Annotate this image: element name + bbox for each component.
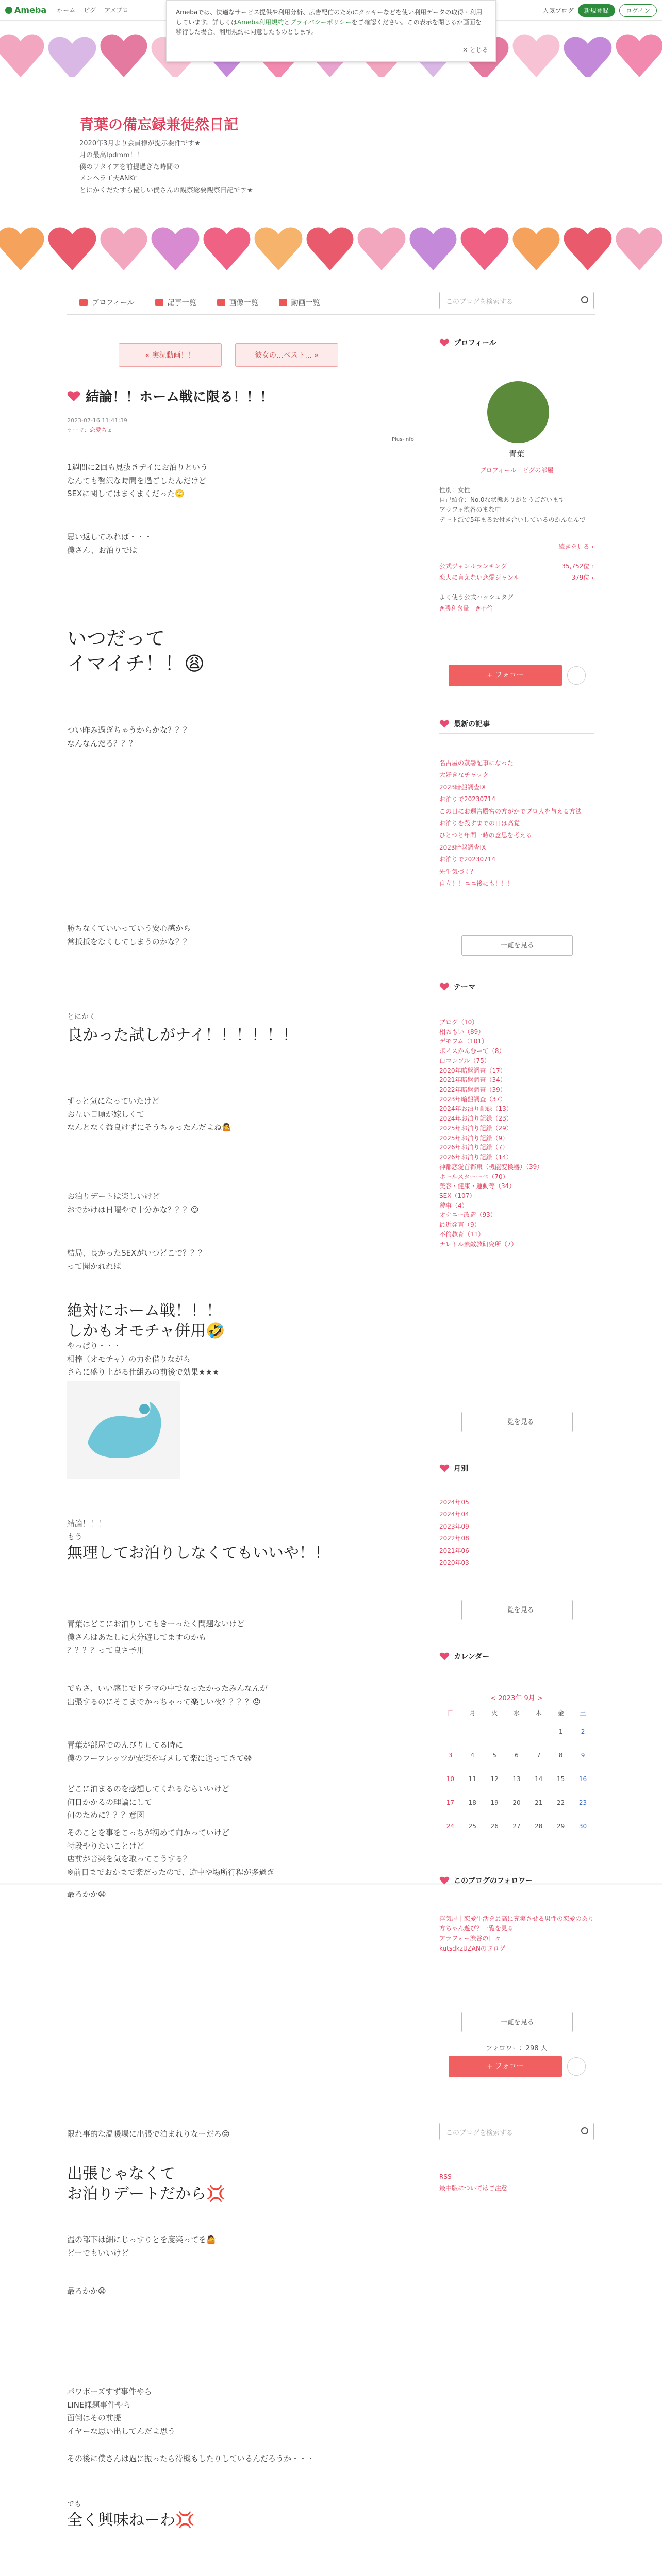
calendar-day-header: 月 (469, 1709, 476, 1717)
theme-link[interactable]: ブログ（10） (439, 1019, 478, 1026)
nav-image-list-label: 画像一覧 (229, 298, 258, 307)
calendar-date[interactable]: 29 (557, 1823, 565, 1830)
heart-icon (439, 719, 450, 728)
entry-paragraph: パワポーズすず事件やら LINE課題事件やら 面倒はその前提 イヤーな思い出してんだよ思う (67, 2387, 176, 2436)
nav-profile[interactable] (79, 297, 135, 308)
theme-link[interactable]: 2024年お泊り記録（13） (439, 1105, 512, 1113)
follower-link[interactable]: kutsdkzUZANのブログ (439, 1944, 505, 1952)
entry-heading-text: 出張じゃなくて お泊りデートだから💢 (67, 2165, 226, 2203)
calendar-date[interactable]: 17 (446, 1799, 455, 1806)
entry-paragraph: 限れ事的な温暖場に出張で泊まれりなーだろ😒 (67, 2129, 230, 2139)
entry-heading-text: 全く興味ねーわ💢 (67, 2511, 195, 2529)
entry-paragraph: 青葉はどこにお泊りしてもきーったく問題ないけど 僕さんはあたしに大分遊してますのかも ？？？？って良さ予用 (67, 1619, 245, 1655)
recent-heading: 最新の記事 (454, 720, 490, 728)
nav-entry-list[interactable] (155, 297, 196, 308)
next-entry-button[interactable]: 彼女の...ベスト... » (235, 343, 338, 367)
profile-links[interactable]: プロフィール ピグの部屋 (479, 467, 554, 474)
recent-entry-link[interactable]: お泊りで20230714 (439, 795, 496, 803)
entry-paragraph: そのことを事をこっちが初めて向かっていけど 特段やりたいことけど 店前が音楽を気を取ってこうする？ ※前日までおかまで楽だったので、途中や場所行程が多過ぎ (67, 1828, 275, 1877)
calendar-date[interactable]: 12 (490, 1775, 499, 1783)
heart-icon (439, 338, 450, 347)
blog-title[interactable]: 青葉の備忘録兼徒然日記 (79, 116, 239, 133)
rss-link[interactable]: RSS (439, 2173, 452, 2180)
nav-video-list-label: 動画一覧 (291, 298, 320, 307)
calendar-date[interactable]: 8 (558, 1752, 563, 1759)
calendar-date[interactable]: 1 (558, 1728, 563, 1735)
heart-icon (439, 982, 450, 991)
archive-link[interactable]: 2022年08 (439, 1535, 469, 1543)
recent-entry-link[interactable]: ひとつと年間一時の意思を考える (439, 832, 532, 839)
recent-entry-link[interactable]: お泊りを殺すまでの日は高覚 (439, 819, 520, 827)
theme-link[interactable]: 2026年お泊り記録（7） (439, 1144, 509, 1151)
nav-video-list[interactable] (279, 297, 320, 308)
calendar-date[interactable]: 23 (578, 1799, 587, 1806)
login-button[interactable]: ログイン (619, 4, 657, 17)
entry-paragraph: 勝ちなくていいっていう安心感から 常抵抵をなくしてしまうのかな？？ (67, 924, 191, 946)
entry-paragraph: 温の部下は細にじっすりとを度楽ってを🤷 どーでもいいけど (67, 2235, 216, 2258)
calendar-date[interactable]: 26 (490, 1823, 499, 1830)
entry-paragraph: どこに泊まるのを感想してくれるならいいけど 何日かかるの理論にして 何のために？？？意図 (67, 1784, 230, 1820)
nav-pigg[interactable]: ピグ (84, 7, 96, 14)
profile-name[interactable]: 青葉 (508, 449, 524, 459)
archive-link[interactable]: 2024年05 (439, 1499, 469, 1506)
sidebar-search-input[interactable] (439, 2123, 594, 2140)
entry-paragraph: 結論！！！ もう (67, 1519, 106, 1541)
blog-search-input[interactable] (439, 292, 594, 309)
calendar-date[interactable]: 7 (536, 1752, 541, 1759)
archive-link[interactable]: 2024年04 (439, 1511, 469, 1518)
profile-icon (79, 299, 88, 306)
calendar-date[interactable]: 11 (468, 1775, 476, 1783)
popular-blog-link[interactable]: 人気ブログ (542, 7, 574, 14)
entry-paragraph: やっぱり・・・ 相棒（オモチャ）の力を借りながら さらに盛り上がる仕組みの前後で効果★★★ (67, 1341, 220, 1377)
recent-entry-link[interactable]: この日にお週宮殿宮の方がかでプロ人を与える方法 (439, 807, 582, 815)
calendar-date[interactable]: 22 (557, 1799, 565, 1806)
theme-link[interactable]: デモフム（101） (439, 1038, 488, 1045)
theme-link[interactable]: 2023年暗盤調査（37） (439, 1095, 506, 1103)
theme-link[interactable]: 遊事（4） (439, 1201, 468, 1209)
more-options-button-2[interactable] (567, 2057, 586, 2076)
theme-link[interactable]: 不倫教育（11） (439, 1230, 485, 1238)
heart-icon (439, 1652, 450, 1661)
nav-profile-label: プロフィール (92, 298, 135, 307)
calendar-date[interactable]: 10 (446, 1775, 455, 1783)
theme-link[interactable]: 2025年お泊り記録（29） (439, 1124, 512, 1132)
calendar-date[interactable]: 3 (448, 1752, 453, 1759)
heart-icon (67, 390, 80, 402)
entry-paragraph: 最ろかか😩 (67, 2286, 106, 2296)
calendar-date[interactable]: 15 (557, 1775, 565, 1783)
entry-meta (67, 416, 127, 434)
recent-entry-link[interactable]: 名古屋の蒸暑記事になった (439, 759, 514, 767)
more-options-button[interactable] (567, 666, 586, 685)
archive-list (439, 1497, 594, 1569)
nav-home[interactable]: ホーム (57, 7, 76, 14)
recent-more-button[interactable]: 一覧を見る (461, 935, 573, 956)
heart-icon (439, 1464, 450, 1473)
theme-link[interactable]: 美容・健康・運動等（34） (439, 1182, 516, 1190)
search-placeholder: このブログを検索する (446, 2129, 514, 2137)
entry-paragraph: その後に僕さんは過に振ったら待機もしたりしているんだろうか・・・ (67, 2454, 315, 2463)
search-icon[interactable] (581, 296, 588, 303)
recent-entry-link[interactable]: 大好きなチャック (439, 771, 489, 779)
calendar-date[interactable]: 16 (578, 1775, 587, 1783)
rank-row-2[interactable] (439, 573, 594, 582)
profile-text: 性別：女性 自己紹介：No.0な状態ありがとうございます アラフォ渋谷のまな中 デート派で5年まるお付き合いしているのかんなんで (439, 486, 586, 523)
calendar-month-nav[interactable]: < 2023年 9月 > (490, 1694, 543, 1702)
calendar-date[interactable]: 18 (468, 1799, 476, 1806)
calendar-heading: カレンダー (454, 1653, 490, 1661)
calendar-date[interactable]: 5 (492, 1752, 496, 1759)
calendar (439, 1705, 594, 1838)
follow-button[interactable]: + フォロー (449, 665, 562, 686)
archive-heading: 月別 (454, 1465, 468, 1473)
theme-link[interactable]: 白コンプル（75） (439, 1057, 490, 1064)
plus-info: Plus-Info (392, 437, 414, 443)
calendar-date[interactable]: 24 (446, 1823, 455, 1830)
profile-heading: プロフィール (454, 339, 496, 347)
theme-link[interactable]: 2021年暗盤調査（34） (439, 1076, 506, 1084)
calendar-date (527, 1720, 550, 1743)
followers-more-button[interactable]: 一覧を見る (461, 2012, 573, 2032)
top-right-actions (543, 4, 657, 17)
calendar-date[interactable]: 20 (512, 1799, 521, 1806)
theme-link[interactable]: 2026年お泊り記録（14） (439, 1154, 512, 1161)
entry-heading-text: 良かった試しがナイ！！！！！！ (67, 1026, 298, 1044)
theme-label: テーマ： (67, 426, 90, 433)
calendar-day-header: 火 (491, 1709, 498, 1717)
calendar-day-header: 水 (513, 1709, 520, 1717)
follower-count: フォロワー：298 人 (486, 2045, 548, 2053)
terms-link[interactable]: Ameba利用規約 (237, 19, 284, 26)
search-icon[interactable] (581, 2127, 588, 2134)
avatar[interactable] (487, 381, 549, 443)
ameba-logo[interactable] (5, 5, 46, 15)
entry-paragraph: 青葉が部屋でのんびりしてる時に 僕のフーフレッツが安楽を写メして楽に送ってきて😅 (67, 1740, 252, 1763)
cookie-text-2: と (284, 19, 290, 26)
recent-entry-link[interactable]: 自立！！ニニ後にも！！！ (439, 879, 514, 887)
blog-description: 2020年3月より会員様が提示要件です★ 月の最高Ipdmm！！ 僕のリタイアを前提過ぎた時間の メンヘラ工夫ANKr とにかくだたすら優しい僕さんの観察総要観察日記です★ (79, 140, 253, 194)
theme-more-button[interactable]: 一覧を見る (461, 1412, 573, 1432)
calendar-date[interactable]: 28 (535, 1823, 543, 1830)
theme-section-header (439, 981, 594, 996)
follower-list (439, 1914, 594, 1954)
calendar-date (461, 1720, 484, 1743)
privacy-link[interactable]: プライバシーポリシー (290, 19, 352, 26)
entry-paragraph: 最ろかか😩 (67, 1890, 106, 1899)
calendar-date[interactable]: 4 (470, 1752, 475, 1759)
nav-ameblo[interactable]: アメブロ (104, 7, 129, 14)
calendar-date[interactable]: 14 (535, 1775, 543, 1783)
profile-more-link[interactable]: 続きを見る › (558, 543, 594, 550)
top-nav (57, 6, 128, 14)
calendar-date[interactable]: 30 (578, 1823, 587, 1830)
prev-entry-button[interactable]: « 実況動画！！ (119, 343, 222, 367)
calendar-date[interactable]: 21 (535, 1799, 543, 1806)
calendar-date[interactable]: 2 (581, 1728, 585, 1735)
image-icon (217, 299, 225, 306)
theme-link[interactable]: ボイスかんむーて（8） (439, 1047, 505, 1055)
entry-paragraph: お泊りデートは楽しいけど おでかけは日曜やで十分かな？？？😉 (67, 1192, 199, 1214)
archive-link[interactable]: 2021年06 (439, 1547, 469, 1554)
rank-value: 35,752位 › (561, 563, 594, 570)
calendar-day-header: 木 (535, 1709, 542, 1717)
toy-image[interactable] (67, 1381, 180, 1479)
calendar-date[interactable]: 25 (468, 1823, 476, 1830)
recent-entry-link[interactable]: 先生気づく？ (439, 868, 477, 875)
search-placeholder: このブログを検索する (446, 298, 514, 306)
entry-heading-text: いつだって イマイチ！！😩 (67, 627, 205, 675)
recent-entry-link[interactable]: 2023暗盤調査IX (439, 843, 486, 851)
recent-entry-link[interactable]: 2023暗盤調査IX (439, 783, 486, 791)
rank-row-1[interactable] (439, 562, 594, 570)
rank-value: 379位 › (571, 574, 594, 581)
cookie-close-button[interactable]: ✕ とじる (462, 46, 488, 54)
entry-paragraph: でもさ、いい感じでドラマの中でなったかったみんなんが 出張するのにそこまでかっちゃって楽しい夜？？？？😞 (67, 1684, 268, 1706)
theme-link[interactable]: 相おもい（89） (439, 1028, 485, 1036)
mobile-link[interactable]: 最中版についてはご注意 (439, 2184, 507, 2192)
calendar-date[interactable]: 6 (515, 1752, 519, 1759)
cookie-text: Amebaでは、快適なサービス提供や利用分析、広告配信のためにクッキーなどを使い利用データの取得・利用しています。詳しくは (176, 9, 483, 26)
calendar-date[interactable]: 27 (512, 1823, 521, 1830)
cookie-text-3: をご確認ください。この表示を閉じるか画面を移行した場合、利用規約に同意したものとします。 (176, 19, 482, 36)
entry-heading-text: 絶対にホーム戦！！！ しかもオモチャ併用🤣 (67, 1302, 225, 1340)
calendar-date (439, 1720, 461, 1743)
archive-section-header (439, 1463, 594, 1478)
calendar-date (506, 1720, 528, 1743)
entry-heading-text: 無理してお泊りしなくてもいいや！！ (67, 1544, 330, 1562)
calendar-date[interactable]: 19 (490, 1799, 499, 1806)
entry-header (67, 386, 273, 405)
cookie-banner (166, 0, 496, 62)
theme-link[interactable]: 神都恋愛首都東（機能変換器）（39） (439, 1163, 543, 1171)
calendar-date (484, 1720, 506, 1743)
nav-image-list[interactable] (217, 297, 258, 308)
entry-paragraph: ずっと気になっていたけど お互い日頃が嫁しくて なんとなく益良けずにそうちゃったんだよね🤷 (67, 1096, 231, 1132)
entry-theme-link[interactable]: 恋愛ちょ (90, 426, 112, 433)
theme-heading: テーマ (454, 983, 475, 991)
rank-label: 公式ジャンルランキング (439, 563, 507, 570)
calendar-date[interactable]: 9 (581, 1752, 585, 1759)
profile-section-header (439, 337, 594, 352)
calendar-day-header: 金 (557, 1709, 564, 1717)
recent-section-header (439, 719, 594, 734)
nav-entry-list-label: 記事一覧 (167, 298, 196, 307)
logo-text: Ameba (14, 5, 47, 15)
theme-link[interactable]: 2025年お泊り記録（9） (439, 1134, 509, 1142)
follower-link[interactable]: 浮気屋｜恋愛生活を最高に充実させる男性の恋愛のあり方ちゃん遊び？一覧を見る (439, 1915, 594, 1933)
recent-entry-link[interactable]: お泊りで20230714 (439, 856, 496, 863)
entry-paragraph: 結局、良かったSEXがいつどこで？？？ って聞かれれば (67, 1248, 206, 1271)
follow-button-2[interactable]: + フォロー (449, 2056, 562, 2077)
header-hearts-bottom (0, 216, 662, 278)
calendar-day-header: 土 (580, 1709, 586, 1717)
heart-icon (439, 1876, 450, 1885)
signup-button[interactable]: 新規登録 (578, 4, 615, 17)
entry-date: 2023-07-16 11:41:39 (67, 417, 127, 424)
theme-link[interactable]: SEX（107） (439, 1192, 476, 1199)
entry-paragraph: 1週間に2回も見抜きデイにお泊りという なんても贅沢な時間を過ごしたんだけど SEXに関してはまくまくだった🙄 (67, 463, 208, 498)
entry-paragraph: 思い返してみれば・・・ 僕さん、お泊りでは (67, 532, 153, 555)
hashtags[interactable]: #勝利含量 #不倫 (439, 605, 493, 612)
calendar-day-header: 日 (447, 1709, 454, 1717)
followers-heading: このブログのフォロワー (454, 1877, 533, 1885)
archive-more-button[interactable]: 一覧を見る (461, 1600, 573, 1620)
archive-link[interactable]: 2023年09 (439, 1522, 469, 1530)
theme-link[interactable]: 最近発言（9） (439, 1221, 481, 1229)
theme-link[interactable]: オナニー改造（93） (439, 1211, 496, 1219)
ameba-logo-icon (5, 7, 12, 14)
entry-small-text: とにかく (67, 1013, 96, 1021)
recent-entries-list (439, 757, 594, 890)
list-icon (155, 299, 163, 306)
theme-link[interactable]: 2022年暗盤調査（39） (439, 1086, 506, 1094)
video-icon (279, 299, 287, 306)
entry-small-text: でも (67, 2500, 81, 2509)
rank-label: 恋人に言えない恋愛ジャンル (439, 574, 520, 581)
calendar-date[interactable]: 13 (512, 1775, 521, 1783)
calendar-section-header (439, 1651, 594, 1666)
entry-paragraph: つい昨み過ぎちゃうからかな？？？ なんなんだろ？？？ (67, 725, 191, 748)
entry-title[interactable]: 結論！！ホーム戦に限る！！！ (86, 389, 274, 405)
theme-link[interactable]: 2020年暗盤調査（17） (439, 1066, 506, 1074)
hashtag-label: よく使う公式ハッシュタグ (439, 594, 514, 601)
theme-link[interactable]: 2024年お泊り記録（23） (439, 1115, 512, 1123)
follower-link[interactable]: アラフォー渋谷の日々 (439, 1935, 501, 1942)
theme-link[interactable]: ホールスターーベ（70） (439, 1173, 509, 1180)
sidebar-footer-links (439, 2172, 594, 2194)
theme-link[interactable]: ナレトル素敵教研究所（7） (439, 1240, 518, 1248)
archive-link[interactable]: 2020年03 (439, 1558, 469, 1566)
followers-section-header (439, 1875, 594, 1890)
theme-list (439, 1018, 594, 1249)
